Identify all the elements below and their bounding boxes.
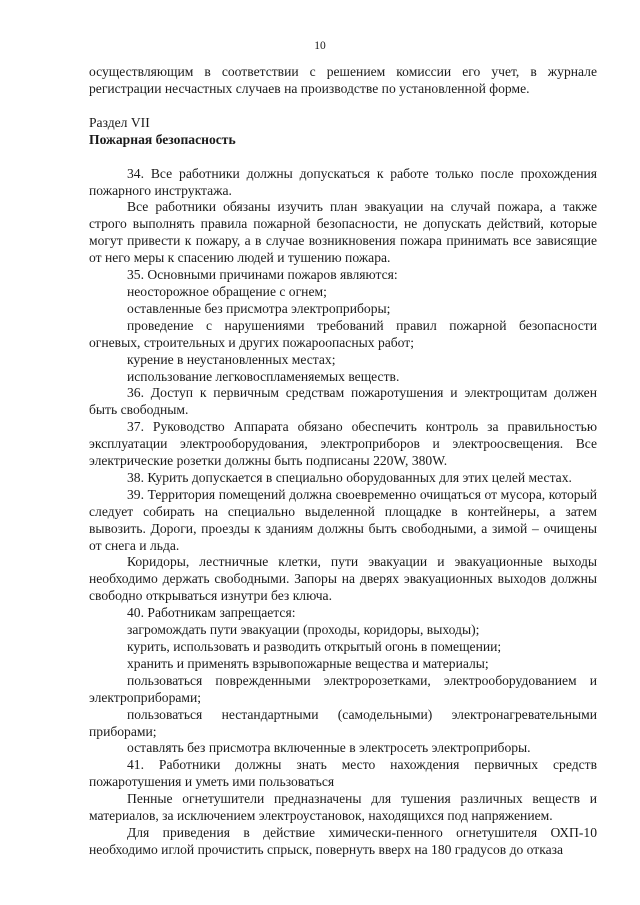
list-item: проведение с нарушениями требований правил пожарной безопасности огневых, строительных и других пожароопасных работ; bbox=[89, 317, 597, 350]
paragraph: Для приведения в действие химически-пенного огнетушителя ОХП-10 необходимо иглой прочистить спрыск, повернуть вверх на 180 градусов до отказа bbox=[89, 824, 597, 857]
paragraph: 34. Все работники должны допускаться к работе только после прохождения пожарного инструктажа. bbox=[89, 165, 597, 198]
list-item: курить, использовать и разводить открытый огонь в помещении; bbox=[127, 639, 502, 654]
paragraph: 37. Руководство Аппарата обязано обеспечить контроль за правильностью эксплуатации электрооборудования, электроприборов и электроосвещения. Все электрические розетки должны быть подписаны 220W, 380W. bbox=[89, 419, 597, 469]
list-item: хранить и применять взрывопожарные вещества и материалы; bbox=[127, 655, 489, 671]
list-item: пользоваться нестандартными (самодельными) электронагревательными приборами; bbox=[89, 706, 597, 739]
list-item: оставлять без присмотра включенные в электросеть электроприборы. bbox=[127, 740, 531, 756]
paragraph: 38. Курить допускается в специально оборудованных для этих целей местах. bbox=[127, 469, 572, 485]
opening-paragraph: осуществляющим в соответствии с решением комиссии его учет, в журнале регистрации несчастных случаев на производстве по установленной форме. bbox=[89, 64, 597, 96]
list-item: использование легковоспламеняемых веществ. bbox=[127, 368, 400, 384]
paragraph: 35. Основными причинами пожаров являются: bbox=[127, 267, 398, 283]
paragraph: Пенные огнетушители предназначены для тушения различных веществ и материалов, за исключением электроустановок, находящихся под напряжением. bbox=[89, 791, 597, 824]
list-item: пользоваться поврежденными электророзетками, электрооборудованием и электроприборами; bbox=[89, 672, 597, 705]
list-item: оставленные без присмотра электроприборы; bbox=[127, 300, 391, 316]
paragraph: Все работники обязаны изучить план эвакуации на случай пожара, а также строго выполнять правила пожарной безопасности, не допускать действий, которые могут привести к пожару, а в случае возникновения пожара принимать все зависящие от него меры к спасению людей и тушению пожара. bbox=[89, 199, 597, 266]
page-number: 10 bbox=[314, 40, 326, 52]
paragraph: Коридоры, лестничные клетки, пути эвакуации и эвакуационные выходы необходимо держать свободными. Запоры на дверях эвакуационных выходов должны свободно открываться изнутри без ключа. bbox=[89, 554, 597, 604]
paragraph: 39. Территория помещений должна своевременно очищаться от мусора, который следует собирать на специально выделенной площадке в контейнеры, а затем вывозить. Дороги, проезды к зданиям должны быть свободными, а зимой – очищены от снега и льда. bbox=[89, 486, 597, 553]
list-item: курение в неустановленных местах; bbox=[127, 351, 336, 367]
section-label: Раздел VII bbox=[89, 114, 150, 130]
list-item: неосторожное обращение с огнем; bbox=[127, 283, 327, 299]
paragraph: 41. Работники должны знать место нахождения первичных средств пожаротушения и уметь ими пользоваться bbox=[89, 757, 597, 790]
paragraph: 40. Работникам запрещается: bbox=[127, 605, 296, 621]
paragraph: 36. Доступ к первичным средствам пожаротушения и электрощитам должен быть свободным. bbox=[89, 385, 597, 418]
section-title: Пожарная безопасность bbox=[89, 131, 236, 147]
document-body bbox=[89, 64, 597, 859]
list-item: загромождать пути эвакуации (проходы, коридоры, выходы); bbox=[127, 622, 480, 638]
